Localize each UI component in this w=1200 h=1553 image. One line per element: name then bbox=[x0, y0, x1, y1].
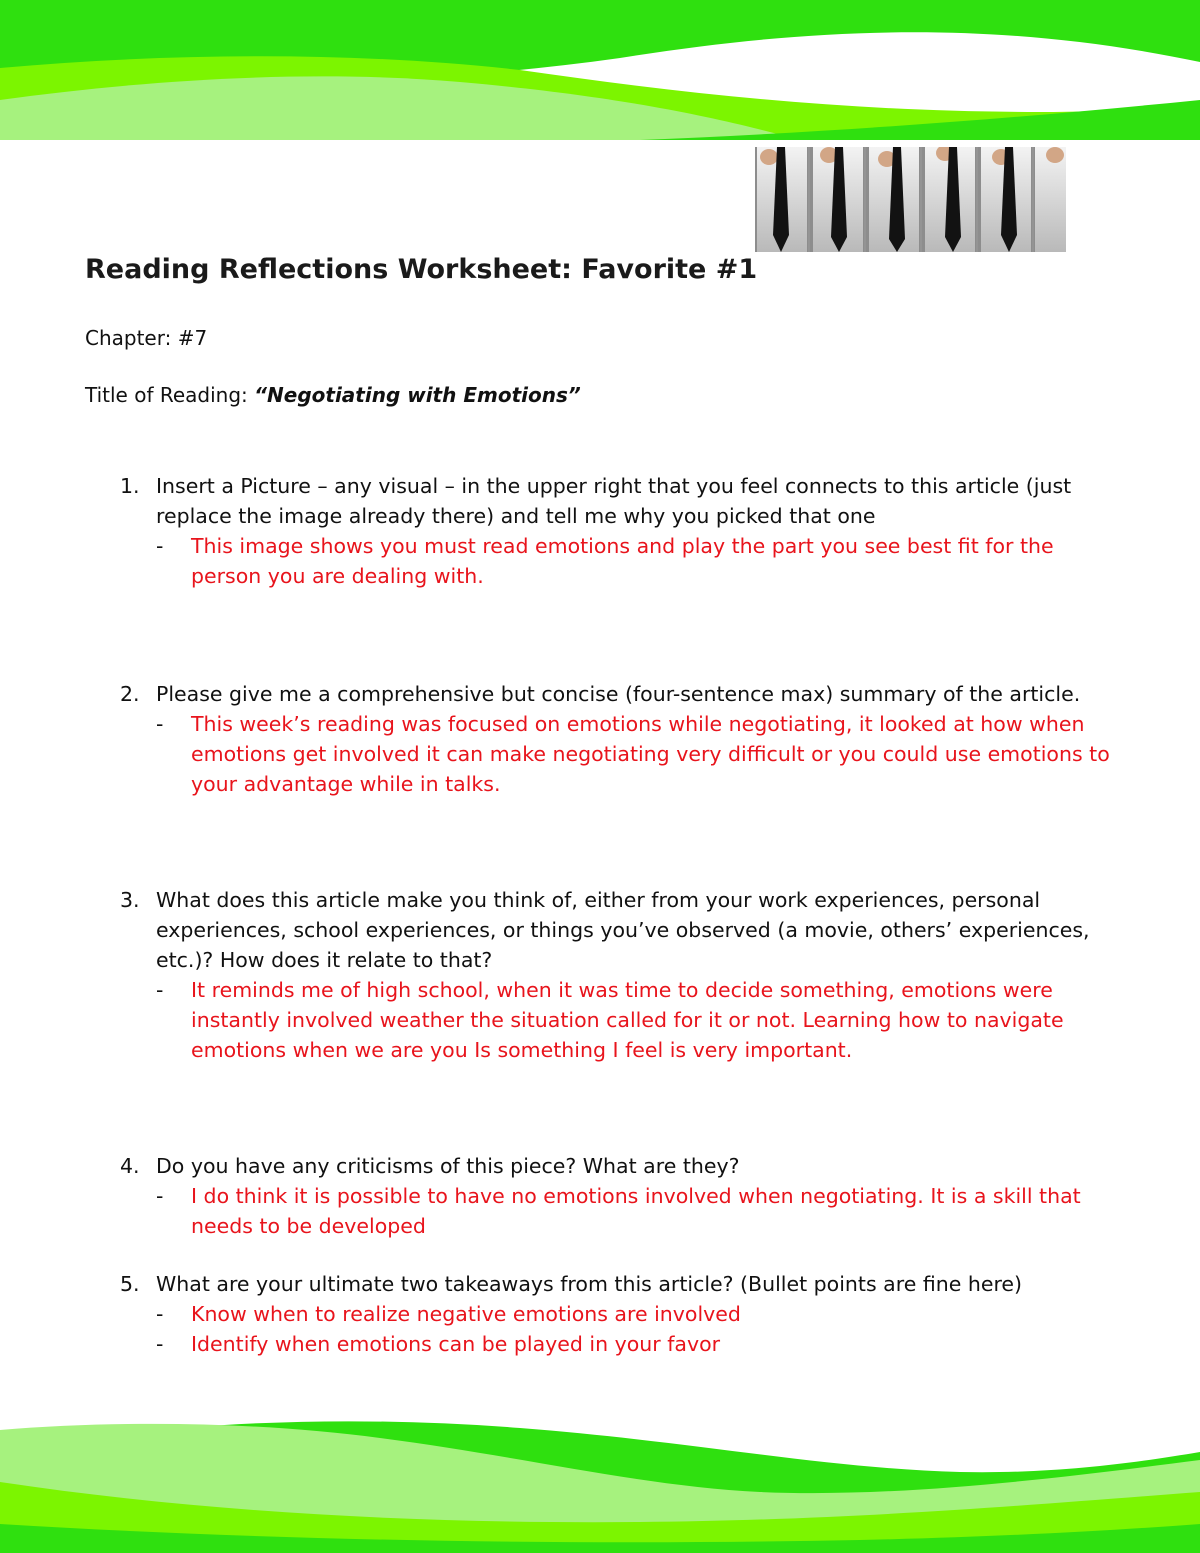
header-wave-band bbox=[0, 0, 1200, 140]
chapter-line bbox=[85, 326, 207, 350]
bullet-dash: - bbox=[156, 1332, 164, 1356]
question-number: 1. bbox=[120, 474, 140, 498]
bullet-dash: - bbox=[156, 1302, 164, 1326]
answer-bullet bbox=[156, 975, 1120, 1065]
question-item bbox=[120, 885, 1120, 1065]
bullet-dash: - bbox=[156, 534, 164, 558]
answer-text: Know when to realize negative emotions are involved bbox=[191, 1302, 741, 1326]
answer-text: I do think it is possible to have no emotions involved when negotiating. It is a skill that needs to be developed bbox=[191, 1184, 1081, 1238]
question-item bbox=[120, 1151, 1120, 1241]
question-item bbox=[120, 1269, 1120, 1359]
question-number: 4. bbox=[120, 1154, 140, 1178]
bullet-dash: - bbox=[156, 978, 164, 1002]
answer-bullet bbox=[156, 709, 1120, 799]
answer-text: This image shows you must read emotions and play the part you see best fit for the person you are dealing with. bbox=[191, 534, 1054, 588]
question-text: Do you have any criticisms of this piece? What are they? bbox=[156, 1154, 740, 1178]
bullet-dash: - bbox=[156, 1184, 164, 1208]
footer-wave-band bbox=[0, 1412, 1200, 1553]
chapter-label: Chapter: bbox=[85, 326, 178, 350]
question-text: Insert a Picture – any visual – in the upper right that you feel connects to this article (just replace the image already there) and tell me why you picked that one bbox=[156, 474, 1072, 528]
answer-bullet bbox=[156, 1329, 1120, 1359]
reading-title-label: Title of Reading: bbox=[85, 383, 255, 407]
reading-title-value: “Negotiating with Emotions” bbox=[254, 383, 581, 407]
answer-text: Identify when emotions can be played in your favor bbox=[191, 1332, 721, 1356]
answer-bullet bbox=[156, 1299, 1120, 1329]
answer-text: This week’s reading was focused on emotions while negotiating, it looked at how when emotions get involved it can make negotiating very difficult or you could use emotions to your advantage while in talks. bbox=[191, 712, 1110, 796]
worksheet-title: Reading Reflections Worksheet: Favorite #1 bbox=[85, 254, 758, 285]
answer-bullet bbox=[156, 1181, 1120, 1241]
bullet-dash: - bbox=[156, 712, 164, 736]
question-number: 5. bbox=[120, 1272, 140, 1296]
reading-title-line bbox=[85, 383, 581, 407]
question-text: Please give me a comprehensive but concise (four-sentence max) summary of the article. bbox=[156, 682, 1081, 706]
question-item bbox=[120, 679, 1120, 799]
question-text: What are your ultimate two takeaways from this article? (Bullet points are fine here) bbox=[156, 1272, 1023, 1296]
business-ties-photo bbox=[755, 147, 1066, 252]
question-number: 2. bbox=[120, 682, 140, 706]
chapter-value: #7 bbox=[177, 326, 208, 350]
question-item bbox=[120, 471, 1120, 591]
question-text: What does this article make you think of, either from your work experiences, personal experiences, school experiences, or things you’ve observed (a movie, others’ experiences, etc.)? How does it relate to that? bbox=[156, 888, 1090, 972]
answer-text: It reminds me of high school, when it was time to decide something, emotions were instantly involved weather the situation called for it or not. Learning how to navigate emotions when we are you Is something I feel is very important. bbox=[191, 978, 1064, 1062]
question-number: 3. bbox=[120, 888, 140, 912]
answer-bullet bbox=[156, 531, 1120, 591]
